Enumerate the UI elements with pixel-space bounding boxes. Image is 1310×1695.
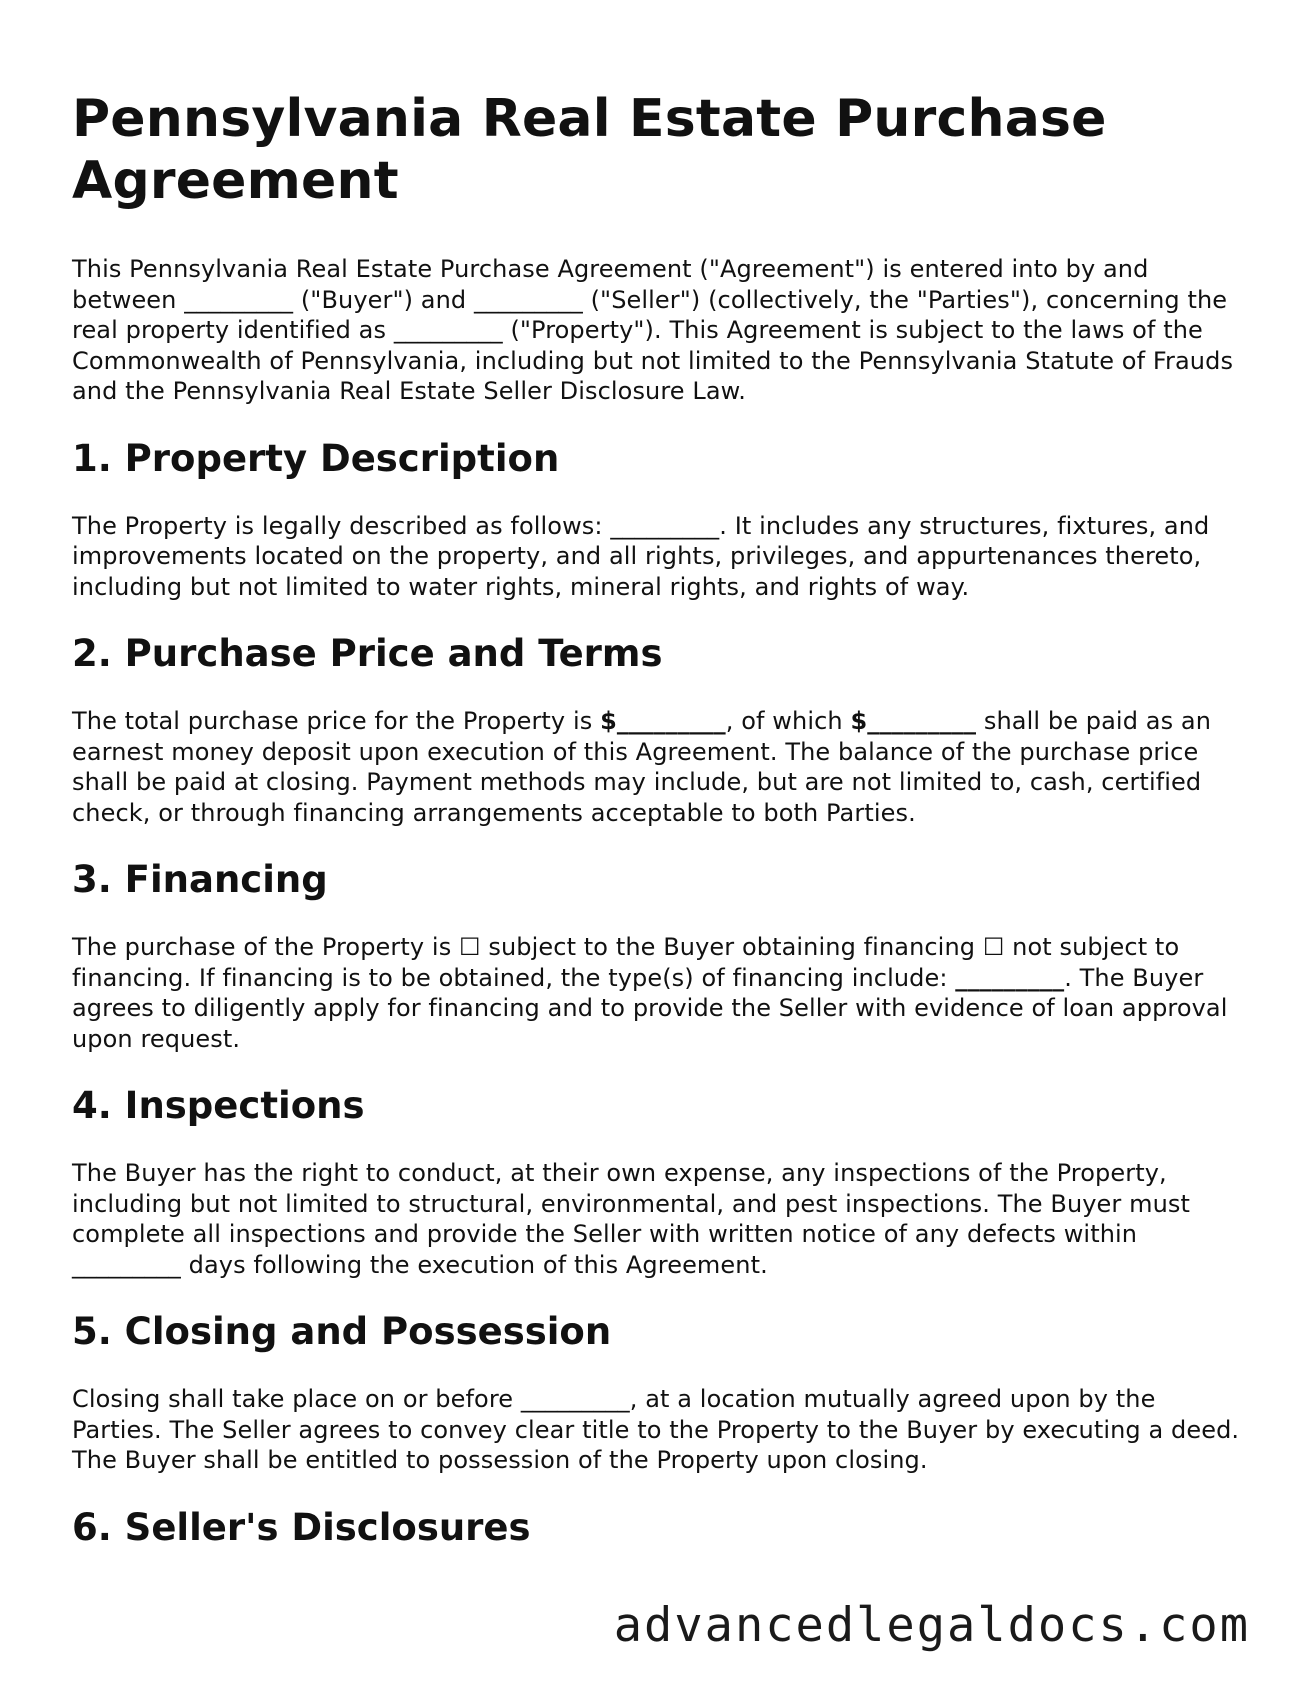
watermark-site-name: advancedlegaldocs.com	[613, 1598, 1250, 1653]
earnest-money-blank: $_________	[850, 707, 977, 735]
section-body-property: The Property is legally described as follows: _________. It includes any structures, fixtures, and improvements located on the property, and all rights, privileges, and appurtenances thereto, including but not limited to water rights, mineral rights, and rights of way.	[72, 511, 1210, 601]
section-body-inspections: The Buyer has the right to conduct, at their own expense, any inspections of the Property, including but not limited to structural, environmental, and pest inspections. The Buyer must complete all inspections and provide the Seller with written notice of any defects within _________ days following the execution of this Agreement.	[72, 1159, 1191, 1279]
price-text-a: The total purchase price for the Property is	[72, 707, 601, 735]
section-heading-closing: 5. Closing and Possession	[72, 1310, 612, 1353]
financing-type-blank: _________	[955, 963, 1065, 992]
financing-text-a: The purchase of the Property is	[72, 933, 460, 961]
section-heading-disclosures: 6. Seller's Disclosures	[72, 1505, 531, 1549]
section-body-closing: Closing shall take place on or before _________, at a location mutually agreed upon by the Parties. The Seller agrees to convey clear title to the Property to the Buyer by executing a deed. The Buyer shall be entitled to possession of the Property upon closing.	[72, 1385, 1240, 1474]
section-heading-financing: 3. Financing	[72, 858, 328, 901]
financing-not-subject-checkbox[interactable]: ☐	[982, 933, 1005, 961]
document-page	[72, 88, 1252, 1580]
section-body-financing	[72, 932, 1252, 1054]
section-heading-inspections: 4. Inspections	[72, 1084, 365, 1127]
financing-text-b: . The Buyer agrees to diligently apply for financing and to provide the Seller with evidence of loan approval upon request.	[72, 963, 1228, 1053]
section-heading-property: 1. Property Description	[72, 436, 560, 480]
purchase-price-blank: $_________	[600, 707, 726, 735]
price-text-b: , of which	[725, 707, 851, 735]
section-heading-price: 2. Purchase Price and Terms	[72, 632, 663, 675]
financing-subject-checkbox[interactable]: ☐	[459, 933, 481, 961]
financing-option-not-subject: not subject to financing. If financing is to be obtained, the type(s) of financing include:	[72, 933, 1180, 992]
price-text-c: shall be paid as an earnest money deposit upon execution of this Agreement. The balance of the purchase price shall be paid at closing. Payment methods may include, but are not limited to, cash, certified check, or through financing arrangements acceptable to both Parties.	[72, 707, 1212, 827]
section-body-price	[72, 706, 1252, 828]
intro-paragraph: This Pennsylvania Real Estate Purchase Agreement ("Agreement") is entered into by and between _________ ("Buyer") and _________ ("Seller") (collectively, the "Parties"), concerning the real property identified as _________ ("Property"). This Agreement is subject to the laws of the Commonwealth of Pennsylvania, including but not limited to the Pennsylvania Statute of Frauds and the Pennsylvania Real Estate Seller Disclosure Law.	[72, 255, 1234, 405]
document-title: Pennsylvania Real Estate Purchase Agreement	[72, 89, 1107, 211]
financing-option-subject: subject to the Buyer obtaining financing	[480, 933, 983, 961]
